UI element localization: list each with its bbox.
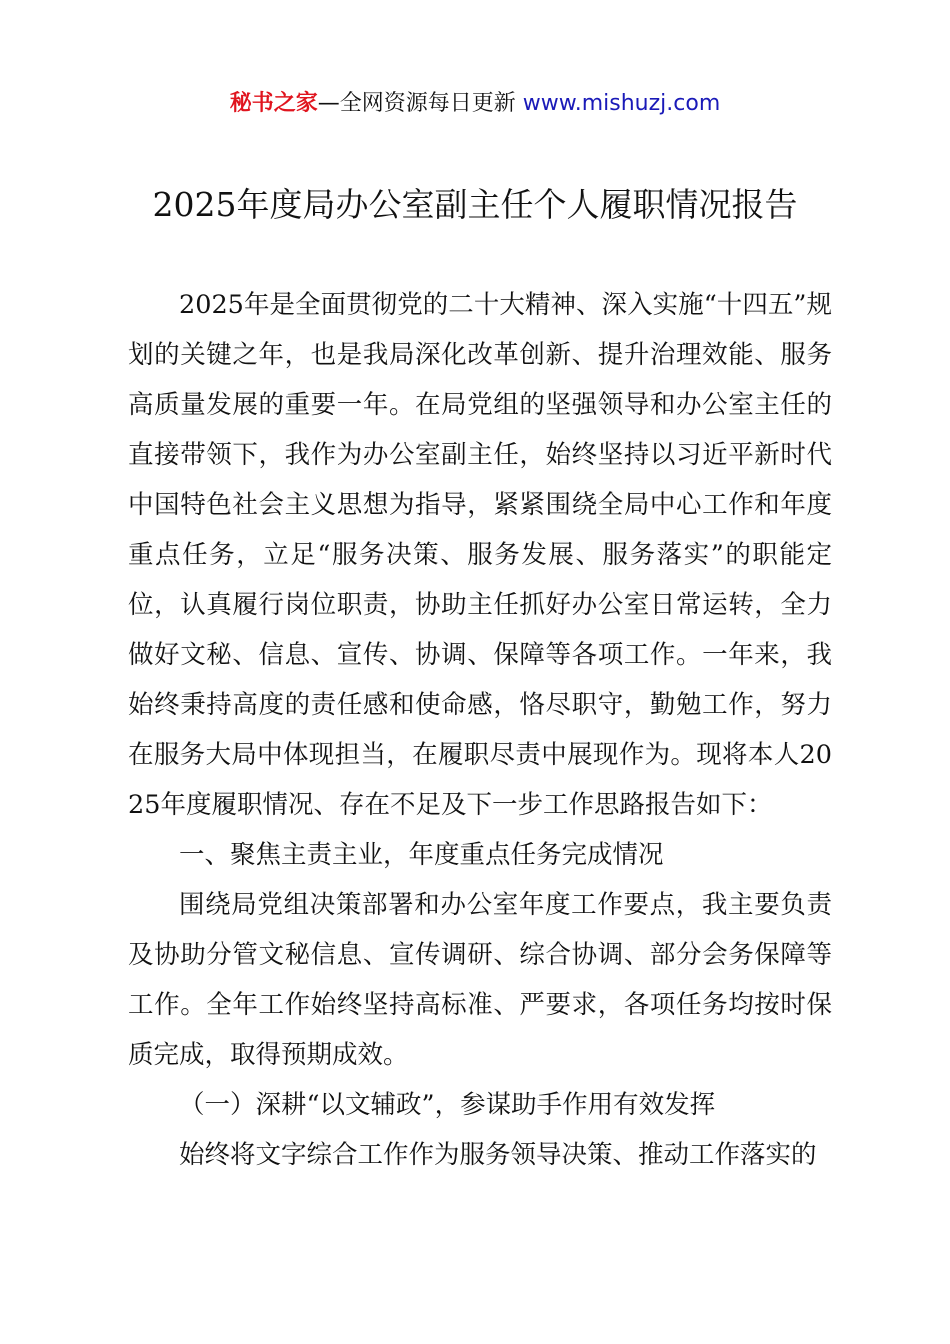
site-header	[0, 86, 950, 122]
document-body	[128, 280, 832, 1180]
site-url-link[interactable]: www.mishuzj.com	[522, 91, 721, 116]
subsection-1-paragraph: 始终将文字综合工作作为服务领导决策、推动工作落实的	[179, 1140, 817, 1170]
subsection-heading-1: （一）深耕“以文辅政”，参谋助手作用有效发挥	[179, 1090, 716, 1120]
header-tagline: —全网资源每日更新	[317, 91, 523, 116]
section-1-paragraph: 围绕局党组决策部署和办公室年度工作要点，我主要负责及协助分管文秘信息、宣传调研、综合协调、部分会务保障等工作。全年工作始终坚持高标准、严要求，各项任务均按时保质完成，取得预期成效。	[128, 890, 832, 1070]
section-heading-1: 一、聚焦主责主业，年度重点任务完成情况	[179, 840, 664, 870]
intro-paragraph: 2025年是全面贯彻党的二十大精神、深入实施“十四五”规划的关键之年，也是我局深化改革创新、提升治理效能、服务高质量发展的重要一年。在局党组的坚强领导和办公室主任的直接带领下，我作为办公室副主任，始终坚持以习近平新时代中国特色社会主义思想为指导，紧紧围绕全局中心工作和年度重点任务，立足“服务决策、服务发展、服务落实”的职能定位，认真履行岗位职责，协助主任抓好办公室日常运转，全力做好文秘、信息、宣传、协调、保障等各项工作。一年来，我始终秉持高度的责任感和使命感，恪尽职守，勤勉工作，努力在服务大局中体现担当，在履职尽责中展现作为。现将本人2025年度履职情况、存在不足及下一步工作思路报告如下：	[128, 290, 832, 820]
document-title: 2025年度局办公室副主任个人履职情况报告	[152, 185, 798, 224]
brand-name: 秘书之家	[229, 91, 318, 116]
